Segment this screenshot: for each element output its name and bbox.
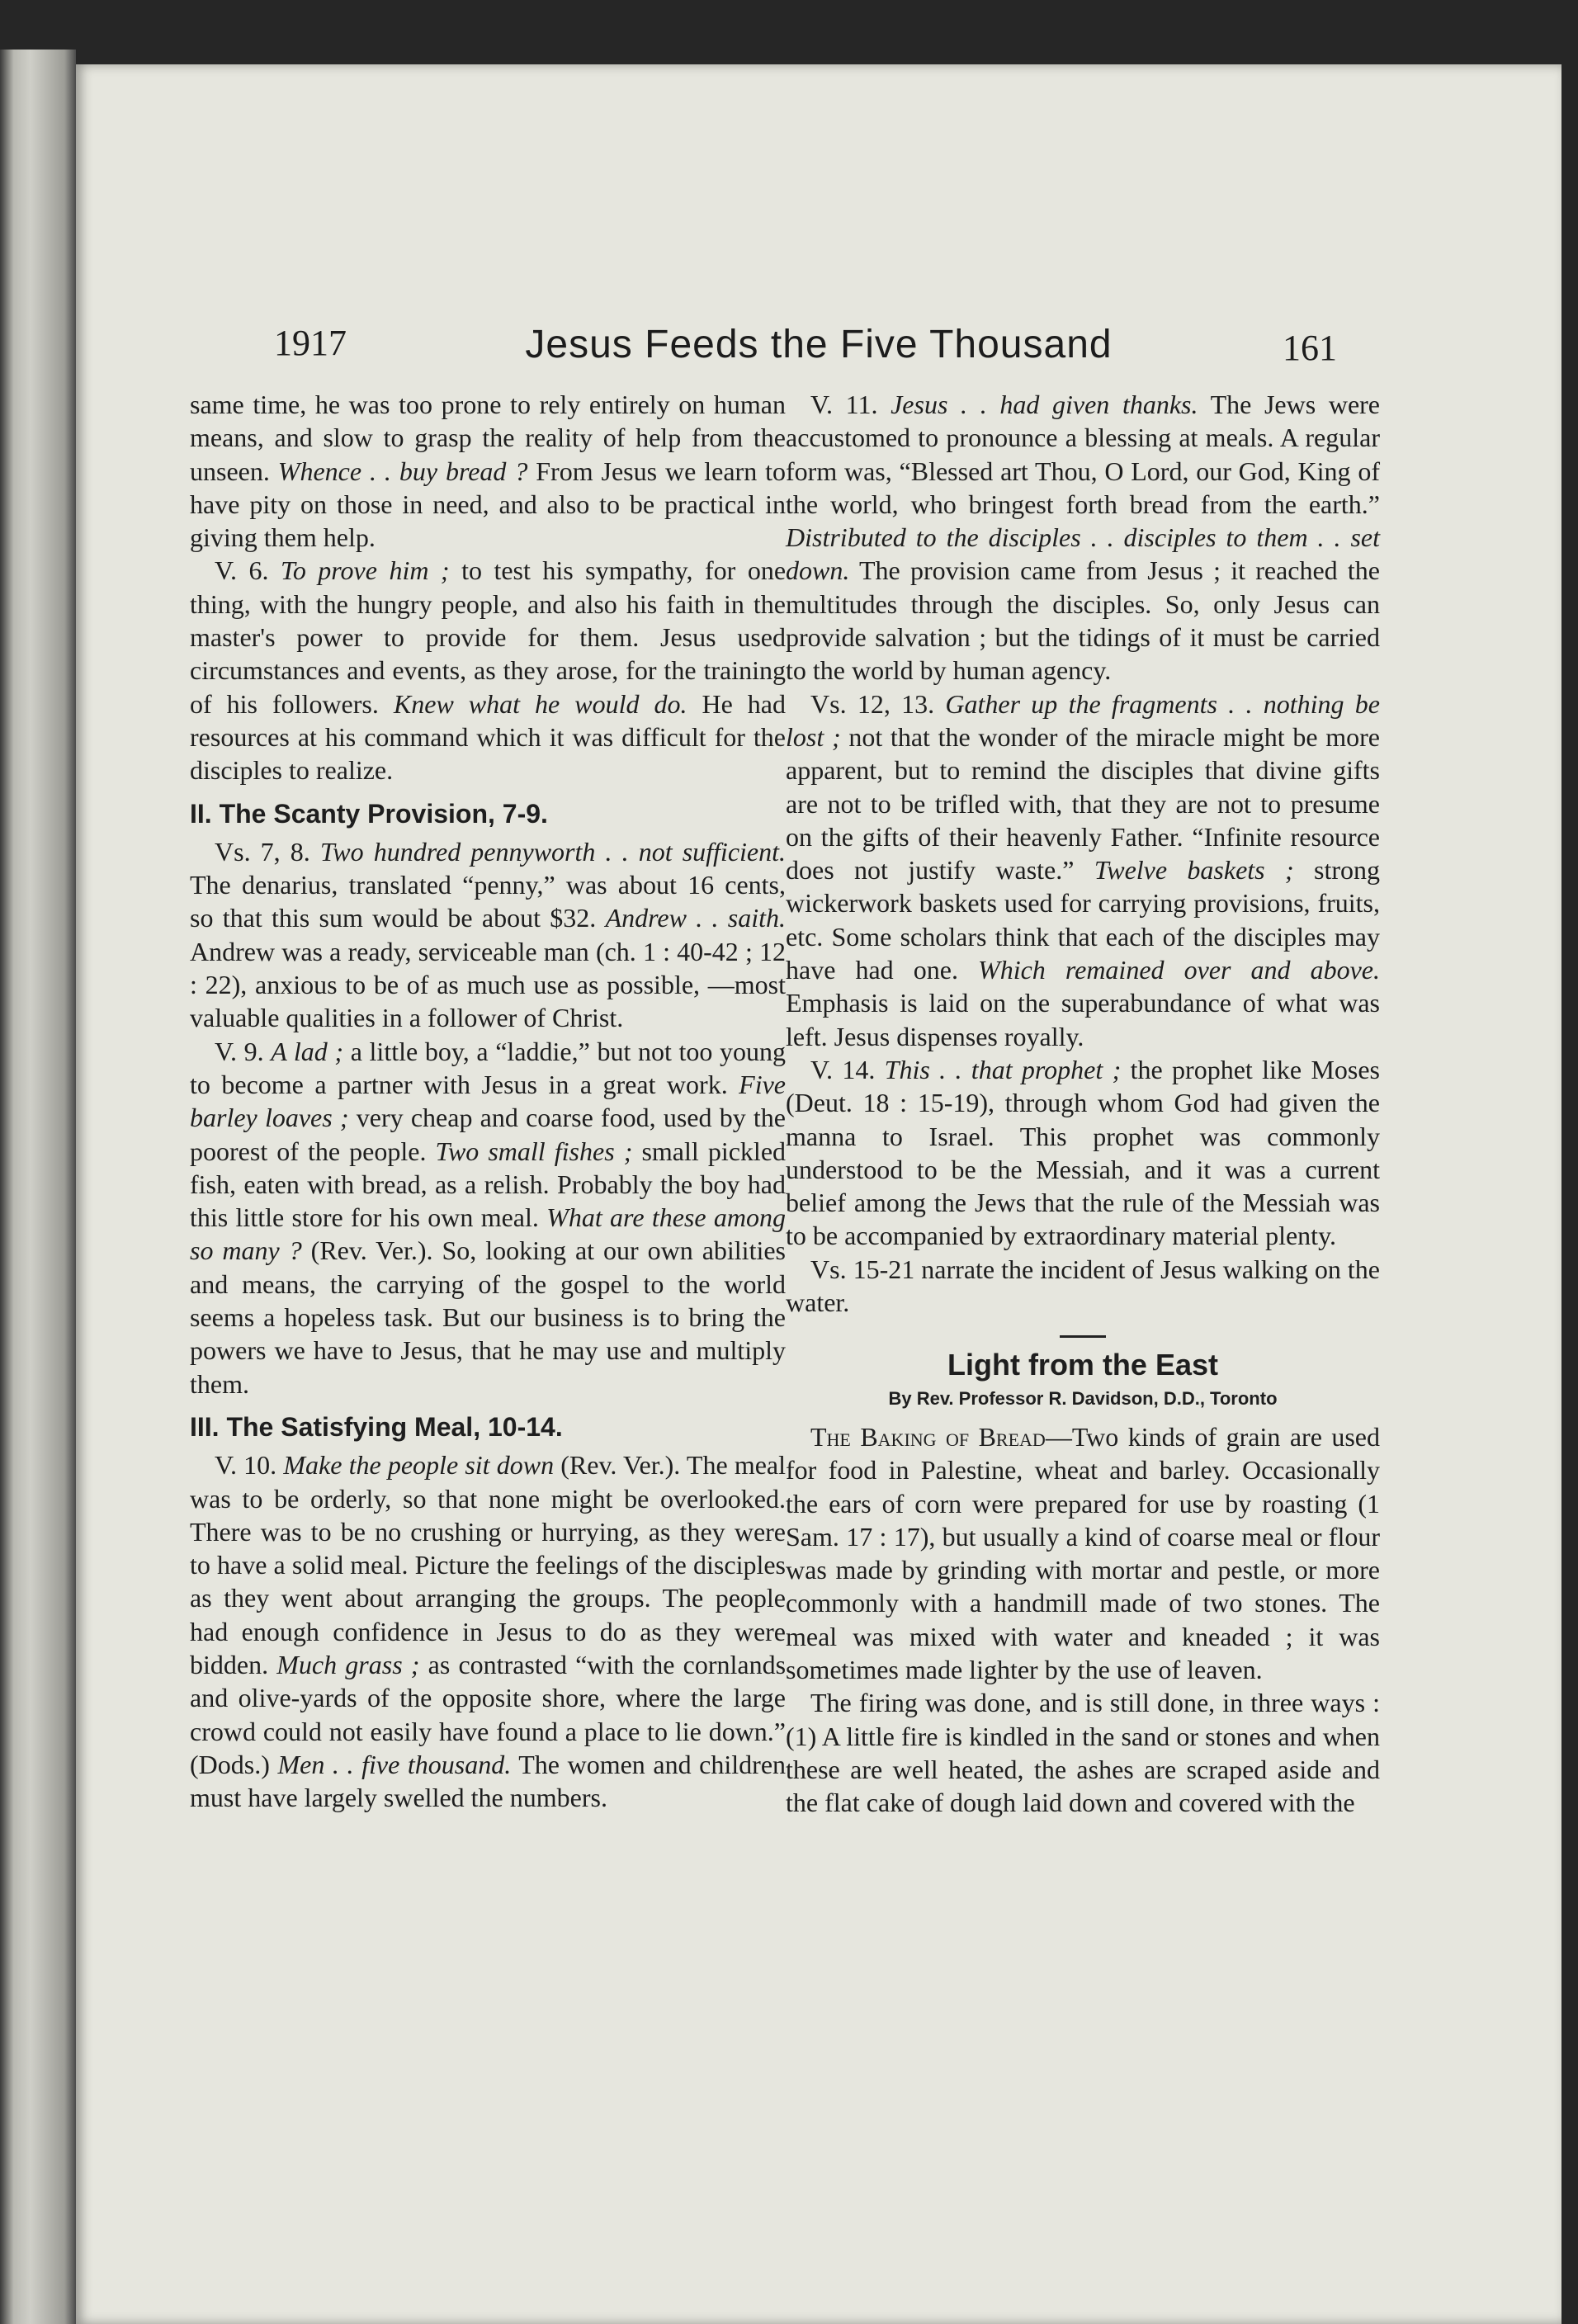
paragraph-v10: V. 10. Make the people sit down (Rev. Ver.). The meal was to be orderly, so that none might be overlooked. There was to be no crushing or hurrying, as they were to have a solid meal. Picture the feelings of the disciples as they went about arranging the groups. The people had enough confidence in Jesus to do as they were bidden. Much grass ; as contrasted “with the cornlands and olive-yards of the opposite shore, where the large crowd could not easily have found a place to lie down.” (Dods.) Men . . five thousand. The women and children must have largely swelled the numbers. [190, 1450, 787, 1813]
article-title: Light from the East [786, 1349, 1380, 1382]
article-byline: By Rev. Professor R. Davidson, D.D., Toronto [888, 1387, 1278, 1409]
paragraph: same time, he was too prone to rely entirely on human means, and slow to grasp the reality of help from the unseen. Whence . . buy bread ? From Jesus we learn to have pity on those in need, and also to be practical in giving them help. [190, 390, 786, 553]
previous-page-edge [0, 50, 76, 2324]
left-column [190, 388, 786, 1814]
paragraph-vs7-8: Vs. 7, 8. Two hundred pennyworth . . not sufficient. The denarius, translated “penny,” was about 16 cents, so that this sum would be about $32. Andrew . . saith. Andrew was a ready, serviceable man (ch. 1 : 40-42 ; 12 : 22), anxious to be of as much use as possible, —most valuable qualities in a follower of Christ. [190, 836, 787, 1033]
right-column [786, 388, 1380, 1819]
header-title: Jesus Feeds the Five Thousand [525, 323, 1113, 366]
paragraph-firing: The firing was done, and is still done, in three ways : (1) A little fire is kindled in the sand or stones and when these are well heated, the ashes are scraped aside and the flat cake of dough laid down and covered with the [786, 1688, 1380, 1818]
paragraph-baking-of-bread: The Baking of Bread—Two kinds of grain are used for food in Palestine, wheat and barley. Occasionally the ears of corn were prepared for use by roasting (1 Sam. 17 : 17), but usually a kind of coarse meal or flour was made by grinding with mortar and pestle, or more commonly with a handmill made of two stones. The meal was mixed with water and kneaded ; it was sometimes made lighter by the use of leaven. [786, 1421, 1381, 1684]
paragraph-v6: V. 6. To prove him ; to test his sympathy, for one thing, with the hungry people, and also his faith in the master's power to provide for them. Jesus used circumstances and events, as they arose, for the training of his followers. Knew what he would do. He had resources at his command which it was difficult for the disciples to realize. [190, 555, 787, 786]
section-heading: III. The Satisfying Meal, 10-14. [190, 1411, 563, 1442]
paragraph-v14: V. 14. This . . that prophet ; the prophet like Moses (Deut. 18 : 15-19), through whom God had given the manna to Israel. This prophet was commonly understood to be the Messiah, and it was a current belief among the Jews that the rule of the Messiah was to be accompanied by extraordinary material plenty. [786, 1054, 1381, 1251]
book-page [76, 64, 1561, 2324]
paragraph-v9: V. 9. A lad ; a little boy, a “laddie,” but not too young to become a partner with Jesus in a great work. Five barley loaves ; very cheap and coarse food, used by the poorest of the people. Two small fishes ; small pickled fish, eaten with bread, as a relish. Probably the boy had this little store for his own meal. What are these among so many ? (Rev. Ver.). So, looking at our own abilities and means, the carrying of the gospel to the world seems a hopeless task. But our business is to bring the powers we have to Jesus, that he may use and multiply them. [190, 1036, 787, 1399]
paragraph-vs15-21: Vs. 15-21 narrate the incident of Jesus walking on the water. [786, 1254, 1380, 1318]
running-header [76, 322, 1561, 380]
page-number: 161 [1283, 328, 1337, 368]
section-heading: II. The Scanty Provision, 7-9. [190, 798, 548, 829]
paragraph-vs12-13: Vs. 12, 13. Gather up the fragments . . nothing be lost ; not that the wonder of the miracle might be more apparent, but to remind the disciples that divine gifts are not to be trifled with, that they are not to presume on the gifts of their heavenly Father. “Infinite resource does not justify waste.” Twelve baskets ; strong wickerwork baskets used for carrying provisions, fruits, etc. Some scholars think that each of the disciples may have had one. Which remained over and above. Emphasis is laid on the superabundance of what was left. Jesus dispenses royally. [786, 688, 1381, 1051]
paragraph-v11: V. 11. Jesus . . had given thanks. The Jews were accustomed to pronounce a blessing at meals. A regular form was, “Blessed art Thou, O Lord, our God, King of the world, who bringest forth bread from the earth.” Distributed to the disciples . . disciples to them . . set down. The provision came from Jesus ; it reached the multitudes through the disciples. So, only Jesus can provide salvation ; but the tidings of it must be carried to the world by human agency. [786, 390, 1381, 686]
header-year: 1917 [274, 323, 347, 363]
